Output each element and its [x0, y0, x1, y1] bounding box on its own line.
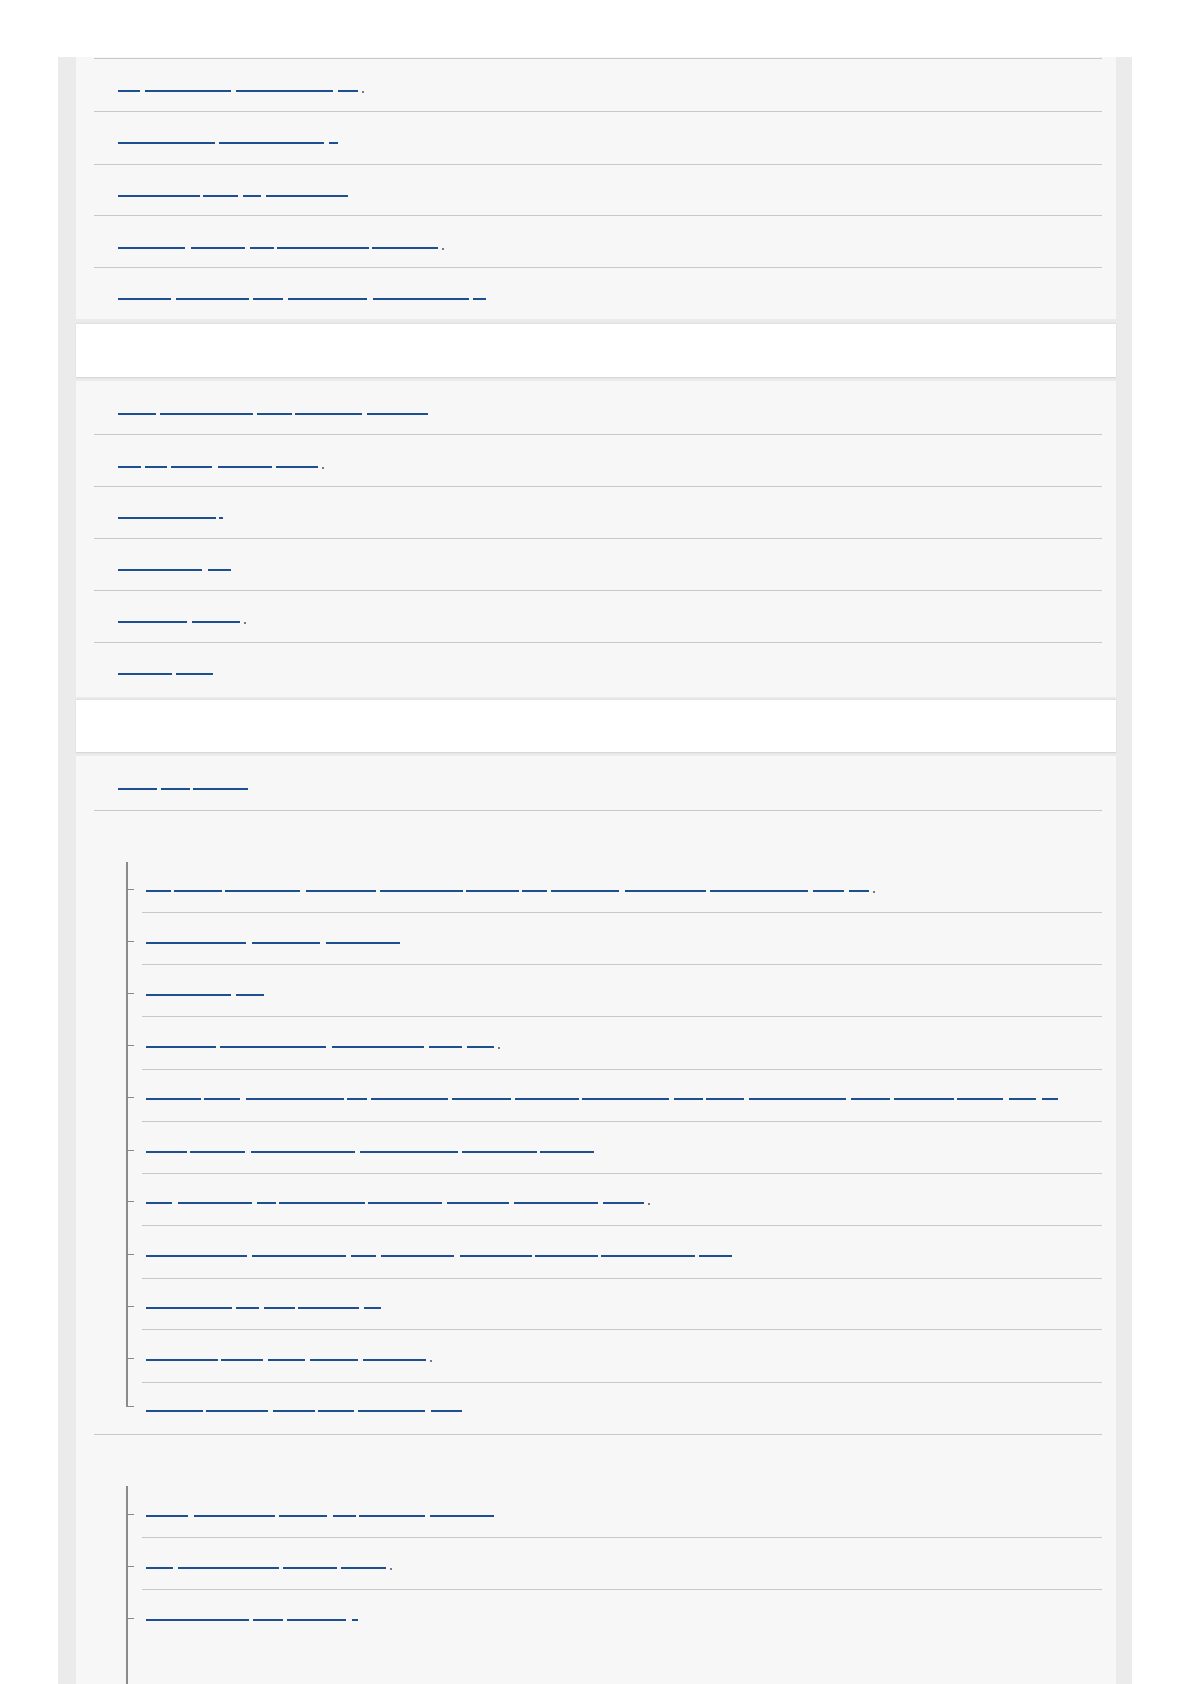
link-underline-segment: [431, 1410, 462, 1412]
link-underline-segment: [749, 1098, 846, 1100]
link-underline-segment: [333, 1515, 356, 1517]
divider: [94, 111, 1102, 112]
divider: [94, 434, 1102, 435]
subtree-1-link-10[interactable]: [146, 1359, 426, 1363]
link-underline-segment: [430, 1515, 494, 1517]
link-underline-segment: [273, 1410, 315, 1412]
link-underline-segment: [371, 1098, 448, 1100]
link-underline-segment: [236, 1307, 259, 1309]
subtree-tick: [126, 941, 134, 942]
link-underline-segment: [193, 788, 248, 790]
link-underline-segment: [674, 1098, 703, 1100]
link-underline-segment: [287, 1619, 346, 1621]
link-underline-segment: [351, 1255, 376, 1257]
link-underline-segment: [146, 942, 246, 944]
link-underline-segment: [367, 413, 428, 415]
subtree-1-link-1[interactable]: [146, 890, 869, 894]
link-underline-segment: [220, 1046, 326, 1048]
subtree-tick: [126, 1358, 134, 1359]
link-underline-segment: [236, 994, 264, 996]
link-underline-segment: [894, 1098, 954, 1100]
link-underline-segment: [276, 466, 318, 468]
link-underline-segment: [118, 298, 171, 300]
top-link-2[interactable]: [118, 142, 338, 146]
link-underline-segment: [146, 1151, 187, 1153]
link-underline-segment: [338, 90, 358, 92]
bottom-lead-link[interactable]: [118, 788, 248, 792]
link-underline-segment: [318, 1410, 354, 1412]
link-underline-segment: [118, 788, 157, 790]
link-underline-segment: [194, 1515, 275, 1517]
trailing-dot: [648, 1203, 650, 1205]
middle-link-5[interactable]: [118, 621, 240, 625]
bottom-link-panel: [76, 756, 1116, 1684]
link-underline-segment: [326, 942, 400, 944]
link-underline-segment: [359, 1515, 425, 1517]
middle-link-3[interactable]: [118, 517, 223, 521]
subtree-tick: [126, 1201, 134, 1202]
link-underline-segment: [360, 1151, 458, 1153]
subtree-tick: [126, 993, 134, 994]
link-underline-segment: [192, 621, 240, 623]
link-underline-segment: [145, 466, 167, 468]
link-underline-segment: [277, 247, 369, 249]
link-underline-segment: [219, 142, 324, 144]
link-underline-segment: [118, 413, 156, 415]
link-underline-segment: [279, 1515, 327, 1517]
link-underline-segment: [535, 1255, 598, 1257]
link-underline-segment: [699, 1255, 732, 1257]
link-underline-segment: [146, 1098, 201, 1100]
divider: [94, 590, 1102, 591]
link-underline-segment: [358, 1410, 425, 1412]
link-underline-segment: [515, 1098, 579, 1100]
top-link-3[interactable]: [118, 195, 348, 199]
link-underline-segment: [298, 1307, 359, 1309]
divider: [94, 267, 1102, 268]
link-underline-segment: [146, 1202, 172, 1204]
link-underline-segment: [603, 1202, 644, 1204]
divider: [94, 164, 1102, 165]
divider: [94, 538, 1102, 539]
link-underline-segment: [236, 90, 333, 92]
link-underline-segment: [145, 90, 231, 92]
link-underline-segment: [257, 1202, 276, 1204]
divider: [142, 1382, 1102, 1383]
link-underline-segment: [540, 1151, 594, 1153]
link-underline-segment: [146, 1046, 216, 1048]
link-underline-segment: [146, 890, 171, 892]
divider: [142, 912, 1102, 913]
link-underline-segment: [118, 142, 215, 144]
top-link-5[interactable]: [118, 298, 486, 302]
subtree-tick: [126, 1406, 134, 1407]
link-underline-segment: [625, 890, 706, 892]
link-underline-segment: [429, 1046, 462, 1048]
link-underline-segment: [252, 1255, 346, 1257]
subtree-1-link-2[interactable]: [146, 942, 400, 946]
link-underline-segment: [522, 890, 547, 892]
subtree-tick: [126, 1045, 134, 1046]
trailing-dot: [362, 91, 364, 93]
link-underline-segment: [118, 621, 187, 623]
trailing-dot: [244, 622, 246, 624]
subtree-tick: [126, 1150, 134, 1151]
link-underline-segment: [851, 1098, 890, 1100]
divider: [94, 58, 1102, 59]
middle-link-panel: [76, 381, 1116, 697]
link-underline-segment: [218, 466, 272, 468]
link-underline-segment: [176, 673, 213, 675]
link-underline-segment: [329, 142, 338, 144]
link-underline-segment: [283, 1567, 337, 1569]
link-underline-segment: [118, 517, 216, 519]
link-underline-segment: [253, 298, 283, 300]
link-underline-segment: [373, 298, 469, 300]
trailing-dot: [442, 248, 444, 250]
link-underline-segment: [118, 569, 202, 571]
divider: [142, 964, 1102, 965]
section-band-2: [76, 700, 1116, 752]
section-band-1: [76, 324, 1116, 377]
subtree-1-link-3[interactable]: [146, 994, 264, 998]
link-underline-segment: [246, 1098, 344, 1100]
trailing-dot: [390, 1568, 392, 1570]
top-link-panel: [76, 57, 1116, 319]
link-underline-segment: [146, 1515, 188, 1517]
link-underline-segment: [118, 247, 185, 249]
link-underline-segment: [146, 1619, 249, 1621]
link-underline-segment: [191, 247, 245, 249]
link-underline-segment: [250, 247, 274, 249]
link-underline-segment: [146, 994, 231, 996]
link-underline-segment: [146, 1567, 173, 1569]
link-underline-segment: [146, 1359, 218, 1361]
middle-link-4[interactable]: [118, 569, 231, 573]
link-underline-segment: [208, 569, 231, 571]
link-underline-segment: [710, 890, 808, 892]
link-underline-segment: [243, 195, 261, 197]
link-underline-segment: [118, 195, 200, 197]
link-underline-segment: [221, 1359, 263, 1361]
link-underline-segment: [310, 1359, 358, 1361]
link-underline-segment: [849, 890, 869, 892]
divider: [94, 1434, 1102, 1435]
link-underline-segment: [206, 1410, 268, 1412]
link-underline-segment: [460, 1255, 532, 1257]
link-underline-segment: [178, 1202, 252, 1204]
link-underline-segment: [171, 466, 212, 468]
divider: [142, 1121, 1102, 1122]
subtree-tick: [126, 1306, 134, 1307]
divider: [94, 810, 1102, 811]
subtree-2-link-3[interactable]: [146, 1619, 358, 1623]
link-underline-segment: [380, 890, 463, 892]
subtree-2-link-1[interactable]: [146, 1515, 494, 1519]
subtree-2-link-2[interactable]: [146, 1567, 386, 1571]
divider: [94, 642, 1102, 643]
link-underline-segment: [1009, 1098, 1036, 1100]
link-underline-segment: [252, 942, 320, 944]
link-underline-segment: [363, 1359, 426, 1361]
middle-link-2[interactable]: [118, 466, 318, 470]
subtree-tick: [126, 1254, 134, 1255]
link-underline-segment: [452, 1098, 511, 1100]
link-underline-segment: [118, 673, 172, 675]
link-underline-segment: [146, 1255, 247, 1257]
link-underline-segment: [219, 517, 223, 519]
link-underline-segment: [957, 1098, 1003, 1100]
link-underline-segment: [364, 1307, 381, 1309]
divider: [142, 1016, 1102, 1017]
middle-link-1[interactable]: [118, 413, 428, 417]
divider: [94, 215, 1102, 216]
link-underline-segment: [341, 1567, 386, 1569]
divider: [142, 1225, 1102, 1226]
link-underline-segment: [174, 890, 222, 892]
link-underline-segment: [447, 1202, 509, 1204]
subtree-1-link-4[interactable]: [146, 1046, 494, 1050]
link-underline-segment: [176, 298, 249, 300]
link-underline-segment: [582, 1098, 669, 1100]
link-underline-segment: [473, 298, 486, 300]
divider: [142, 1173, 1102, 1174]
trailing-dot: [873, 891, 875, 893]
link-underline-segment: [551, 890, 619, 892]
subtree-2-line: [126, 1486, 128, 1684]
link-underline-segment: [146, 1410, 203, 1412]
link-underline-segment: [306, 890, 376, 892]
link-underline-segment: [257, 413, 292, 415]
link-underline-segment: [268, 1359, 305, 1361]
link-underline-segment: [347, 1098, 367, 1100]
link-underline-segment: [251, 1151, 355, 1153]
link-underline-segment: [178, 1567, 279, 1569]
link-underline-segment: [601, 1255, 695, 1257]
link-underline-segment: [466, 890, 519, 892]
link-underline-segment: [813, 890, 844, 892]
link-underline-segment: [462, 1151, 537, 1153]
link-underline-segment: [332, 1046, 424, 1048]
link-underline-segment: [264, 1307, 295, 1309]
subtree-1-link-6[interactable]: [146, 1151, 594, 1155]
trailing-dot: [498, 1047, 500, 1049]
subtree-1-link-8[interactable]: [146, 1255, 732, 1259]
link-underline-segment: [161, 788, 190, 790]
link-underline-segment: [160, 413, 253, 415]
link-underline-segment: [266, 195, 348, 197]
link-underline-segment: [372, 247, 438, 249]
divider: [94, 486, 1102, 487]
link-underline-segment: [118, 90, 140, 92]
link-underline-segment: [467, 1046, 494, 1048]
subtree-1-link-7[interactable]: [146, 1202, 644, 1206]
link-underline-segment: [288, 298, 367, 300]
top-link-1[interactable]: [118, 90, 358, 94]
link-underline-segment: [190, 1151, 245, 1153]
divider: [142, 1069, 1102, 1070]
link-underline-segment: [203, 195, 238, 197]
link-underline-segment: [514, 1202, 598, 1204]
trailing-dot: [322, 467, 324, 469]
subtree-tick: [126, 889, 134, 890]
divider: [142, 1329, 1102, 1330]
link-underline-segment: [706, 1098, 744, 1100]
subtree-1-line: [126, 862, 128, 1407]
link-underline-segment: [368, 1202, 442, 1204]
divider: [142, 1278, 1102, 1279]
link-underline-segment: [118, 466, 141, 468]
link-underline-segment: [1042, 1098, 1058, 1100]
link-underline-segment: [295, 413, 362, 415]
link-underline-segment: [352, 1619, 358, 1621]
link-underline-segment: [146, 1307, 232, 1309]
trailing-dot: [430, 1360, 432, 1362]
subtree-1-link-9[interactable]: [146, 1307, 381, 1311]
subtree-tick: [126, 1514, 134, 1515]
subtree-1-link-5[interactable]: [146, 1098, 1058, 1102]
link-underline-segment: [253, 1619, 283, 1621]
divider: [142, 1537, 1102, 1538]
link-underline-segment: [204, 1098, 240, 1100]
link-underline-segment: [381, 1255, 454, 1257]
subtree-1-link-11[interactable]: [146, 1410, 462, 1414]
middle-link-6[interactable]: [118, 673, 213, 677]
subtree-tick: [126, 1566, 134, 1567]
subtree-tick: [126, 1618, 134, 1619]
divider: [142, 1589, 1102, 1590]
link-underline-segment: [225, 890, 300, 892]
link-underline-segment: [279, 1202, 365, 1204]
subtree-tick: [126, 1097, 134, 1098]
top-link-4[interactable]: [118, 247, 438, 251]
